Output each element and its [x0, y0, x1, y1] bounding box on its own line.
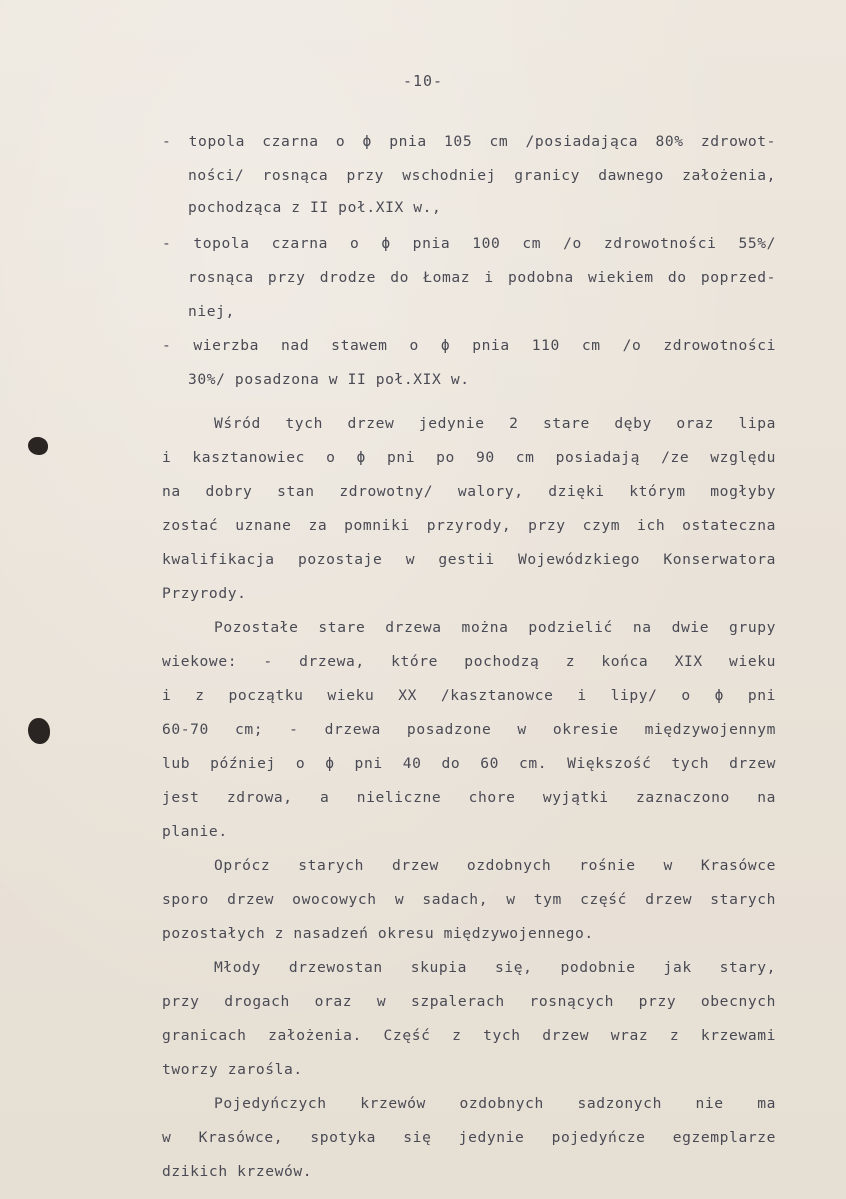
- text-line: przy drogach oraz w szpalerach rosnących przy obecnych: [162, 993, 776, 1010]
- text-line: i z początku wieku XX /kasztanowce i lipy/ o ϕ pni: [162, 687, 776, 704]
- text-line: na dobry stan zdrowotny/ walory, dzięki którym mogłyby: [162, 483, 776, 500]
- text-line: pozostałych z nasadzeń okresu międzywojennego.: [162, 925, 594, 942]
- text-line: lub później o ϕ pni 40 do 60 cm. Większość tych drzew: [162, 755, 776, 772]
- text-line: dzikich krzewów.: [162, 1163, 313, 1180]
- text-line: 30%/ posadzona w II poł.XIX w.: [188, 371, 470, 388]
- text-line: Przyrody.: [162, 585, 247, 602]
- text-line: sporo drzew owocowych w sadach, w tym część drzew starych: [162, 891, 776, 908]
- text-line: ności/ rosnąca przy wschodniej granicy dawnego założenia,: [188, 167, 776, 184]
- text-line: Oprócz starych drzew ozdobnych rośnie w Krasówce: [214, 857, 776, 874]
- punch-hole-top: [28, 437, 48, 455]
- text-line: rosnąca przy drodze do Łomaz i podobna wiekiem do poprzed-: [188, 269, 776, 286]
- text-line: kwalifikacja pozostaje w gestii Wojewódzkiego Konserwatora: [162, 551, 776, 568]
- text-line: - topola czarna o ϕ pnia 100 cm /o zdrowotności 55%/: [162, 235, 776, 252]
- page-number: -10-: [402, 72, 444, 90]
- text-line: planie.: [162, 823, 228, 840]
- text-line: granicach założenia. Część z tych drzew wraz z krzewami: [162, 1027, 776, 1044]
- text-line: Pojedyńczych krzewów ozdobnych sadzonych nie ma: [214, 1095, 776, 1112]
- text-line: Pozostałe stare drzewa można podzielić na dwie grupy: [214, 619, 776, 636]
- text-line: zostać uznane za pomniki przyrody, przy czym ich ostateczna: [162, 517, 776, 534]
- text-line: tworzy zarośla.: [162, 1061, 303, 1078]
- punch-hole-bottom: [28, 718, 50, 744]
- text-line: i kasztanowiec o ϕ pni po 90 cm posiadają /ze względu: [162, 449, 776, 466]
- text-line: Młody drzewostan skupia się, podobnie jak stary,: [214, 959, 776, 976]
- text-line: - wierzba nad stawem o ϕ pnia 110 cm /o zdrowotności: [162, 337, 776, 354]
- text-line: niej,: [188, 303, 235, 320]
- text-line: pochodząca z II poł.XIX w.,: [188, 199, 442, 216]
- text-line: jest zdrowa, a nieliczne chore wyjątki zaznaczono na: [162, 789, 776, 806]
- text-line: wiekowe: - drzewa, które pochodzą z końca XIX wieku: [162, 653, 776, 670]
- text-line: w Krasówce, spotyka się jedynie pojedyńcze egzemplarze: [162, 1129, 776, 1146]
- text-line: 60-70 cm; - drzewa posadzone w okresie międzywojennym: [162, 721, 776, 738]
- text-line: Wśród tych drzew jedynie 2 stare dęby oraz lipa: [214, 415, 776, 432]
- text-line: - topola czarna o ϕ pnia 105 cm /posiadająca 80% zdrowot-: [162, 133, 776, 150]
